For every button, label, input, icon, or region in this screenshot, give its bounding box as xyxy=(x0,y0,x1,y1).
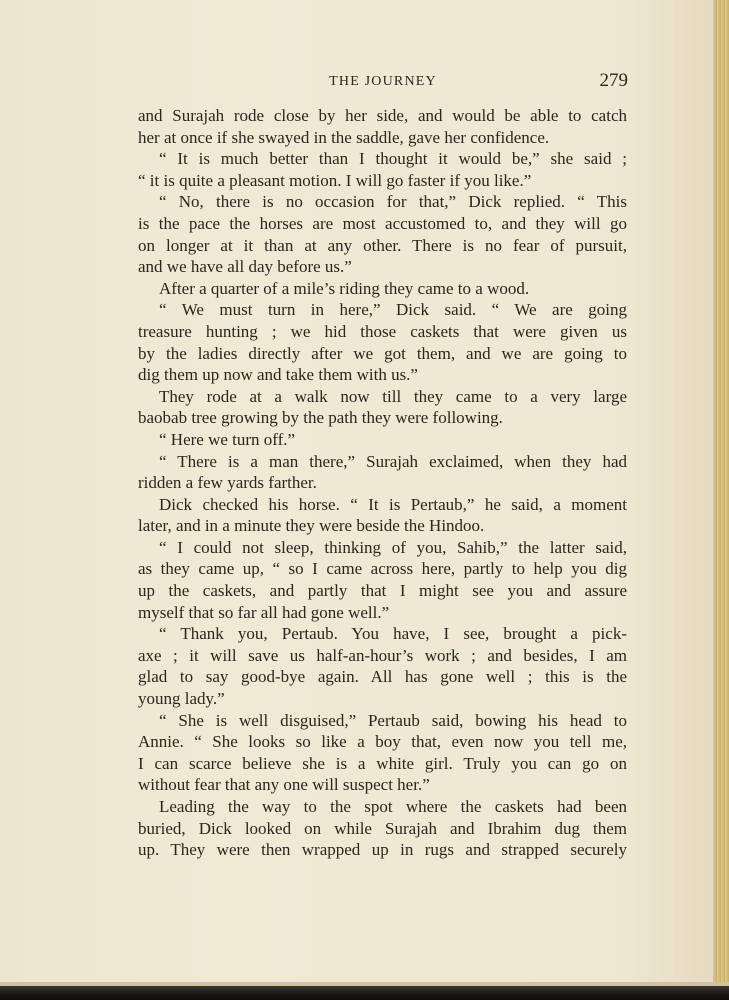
text-line: “ There is a man there,” Surajah exclaimed, when they had xyxy=(159,451,627,471)
text-line: baobab tree growing by the path they were following. xyxy=(138,408,503,428)
text-line: “ We must turn in here,” Dick said. “ We are going xyxy=(159,300,627,320)
text-line: “ No, there is no occasion for that,” Dick replied. “ This xyxy=(159,192,627,212)
text-line: “ I could not sleep, thinking of you, Sahib,” the latter said, xyxy=(159,537,627,557)
text-line: Dick checked his horse. “ It is Pertaub,” he said, a moment xyxy=(159,494,627,514)
dark-bottom-edge xyxy=(0,986,729,1000)
running-head xyxy=(138,70,628,96)
text-line: ridden a few yards farther. xyxy=(138,473,317,493)
text-line: her at once if she swayed in the saddle, gave her confidence. xyxy=(138,127,550,147)
text-line: “ Here we turn off.” xyxy=(159,429,296,449)
text-line: glad to say good-bye again. All has gone well ; this is the xyxy=(138,667,627,687)
text-line: “ It is much better than I thought it would be,” she said ; xyxy=(159,149,627,169)
text-line: up the caskets, and partly that I might see you and assure xyxy=(138,581,627,601)
gilt-page-edge xyxy=(713,0,729,1000)
text-line: is the pace the horses are most accustomed to, and they will go xyxy=(138,213,627,233)
text-line: axe ; it will save us half-an-hour’s work ; and besides, I am xyxy=(138,645,627,665)
text-line: by the ladies directly after we got them, and we are going to xyxy=(138,343,627,363)
text-line: buried, Dick looked on while Surajah and Ibrahim dug them xyxy=(138,818,627,838)
text-line: up. They were then wrapped up in rugs and strapped securely xyxy=(138,840,627,860)
text-line: without fear that any one will suspect her.” xyxy=(138,775,430,795)
text-line: as they came up, “ so I came across here, partly to help you dig xyxy=(138,559,627,579)
text-line: and Surajah rode close by her side, and would be able to catch xyxy=(138,106,627,125)
text-line: “ it is quite a pleasant motion. I will go faster if you like.” xyxy=(138,170,532,190)
text-line: and we have all day before us.” xyxy=(138,257,352,277)
text-line: on longer at it than at any other. There is no fear of pursuit, xyxy=(138,235,627,255)
text-line: treasure hunting ; we hid those caskets that were given us xyxy=(138,321,627,341)
running-title: THE JOURNEY xyxy=(329,74,437,89)
page-number: 279 xyxy=(599,70,628,91)
text-line: myself that so far all had gone well.” xyxy=(138,602,390,622)
text-line: young lady.” xyxy=(138,689,225,709)
text-line: After a quarter of a mile’s riding they came to a wood. xyxy=(159,278,530,298)
text-line: Annie. “ She looks so like a boy that, even now you tell me, xyxy=(138,732,627,752)
text-line: “ Thank you, Pertaub. You have, I see, brought a pick- xyxy=(159,624,627,644)
text-line: I can scarce believe she is a white girl. Truly you can go on xyxy=(138,753,627,773)
body-text xyxy=(138,105,627,861)
text-line: dig them up now and take them with us.” xyxy=(138,365,418,385)
text-line: They rode at a walk now till they came to a very large xyxy=(159,386,627,406)
text-line: Leading the way to the spot where the caskets had been xyxy=(159,797,627,816)
text-line: later, and in a minute they were beside the Hindoo. xyxy=(138,516,485,536)
text-line: “ She is well disguised,” Pertaub said, bowing his head to xyxy=(159,710,627,730)
